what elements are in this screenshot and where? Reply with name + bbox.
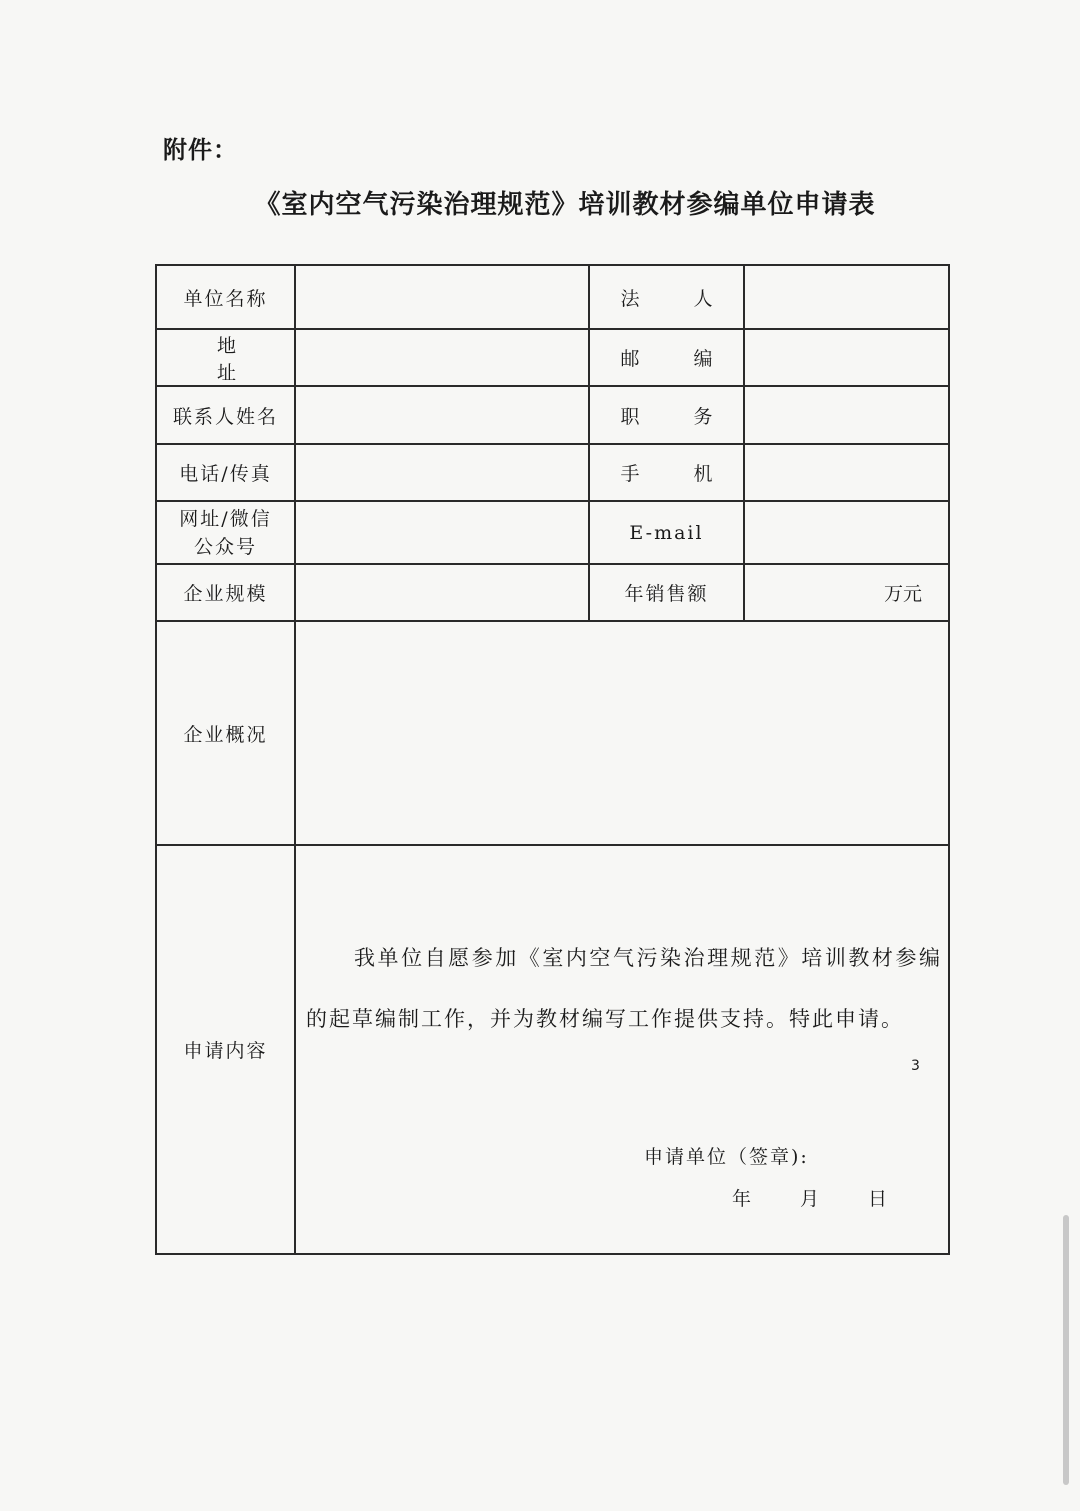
application-content-cell (295, 845, 949, 1254)
annual-sales-field[interactable] (744, 564, 949, 621)
website-wechat-label (156, 501, 295, 564)
address-label: 地 址 (156, 329, 295, 386)
company-overview-field[interactable] (295, 621, 949, 845)
email-field[interactable] (744, 501, 949, 564)
legal-person-field[interactable] (744, 265, 949, 329)
phone-fax-label: 电话/传真 (156, 444, 295, 501)
mobile-label: 手 机 (589, 444, 744, 501)
company-scale-field[interactable] (295, 564, 589, 621)
company-scale-label: 企业规模 (156, 564, 295, 621)
form-row-website (156, 501, 949, 564)
date-day-label: 日 (868, 1188, 888, 1210)
annual-sales-unit: 万元 (883, 583, 922, 605)
application-date (732, 1184, 936, 1211)
attachment-label: 附件： (163, 136, 238, 164)
website-wechat-label-line2: 公众号 (193, 535, 257, 558)
form-row-overview (156, 621, 949, 845)
application-form-table (155, 264, 950, 1255)
application-content-label: 申请内容 (156, 845, 295, 1254)
postal-code-field[interactable] (744, 329, 949, 386)
contact-name-field[interactable] (295, 386, 589, 444)
annual-sales-label: 年销售额 (589, 564, 744, 621)
address-field[interactable] (295, 329, 589, 386)
form-row-application (156, 845, 949, 1254)
company-overview-label: 企业概况 (156, 621, 295, 845)
unit-name-field[interactable] (295, 265, 589, 329)
date-month-label: 月 (800, 1188, 820, 1210)
mobile-field[interactable] (744, 444, 949, 501)
contact-name-label: 联系人姓名 (156, 386, 295, 444)
position-field[interactable] (744, 386, 949, 444)
website-wechat-field[interactable] (295, 501, 589, 564)
email-label: E-mail (589, 501, 744, 564)
application-statement: 我单位自愿参加《室内空气污染治理规范》培训教材参编的起草编制工作，并为教材编写工作提供支持。特此申请。 (306, 946, 942, 1031)
legal-person-label: 法 人 (589, 265, 744, 329)
form-row-scale (156, 564, 949, 621)
date-year-label: 年 (732, 1188, 752, 1210)
postal-code-label: 邮 编 (589, 329, 744, 386)
form-row-address (156, 329, 949, 386)
website-wechat-label-line1: 网址/微信 (179, 507, 272, 530)
phone-fax-field[interactable] (295, 444, 589, 501)
document-title: 《室内空气污染治理规范》培训教材参编单位申请表 (254, 190, 876, 220)
page-number: 3 (911, 1058, 920, 1074)
scrollbar-thumb[interactable] (1063, 1215, 1069, 1485)
form-row-contact (156, 386, 949, 444)
position-label: 职 务 (589, 386, 744, 444)
form-row-unit-name (156, 265, 949, 329)
form-row-phone (156, 444, 949, 501)
applicant-signature-label: 申请单位（签章): (644, 1146, 809, 1168)
unit-name-label: 单位名称 (156, 265, 295, 329)
